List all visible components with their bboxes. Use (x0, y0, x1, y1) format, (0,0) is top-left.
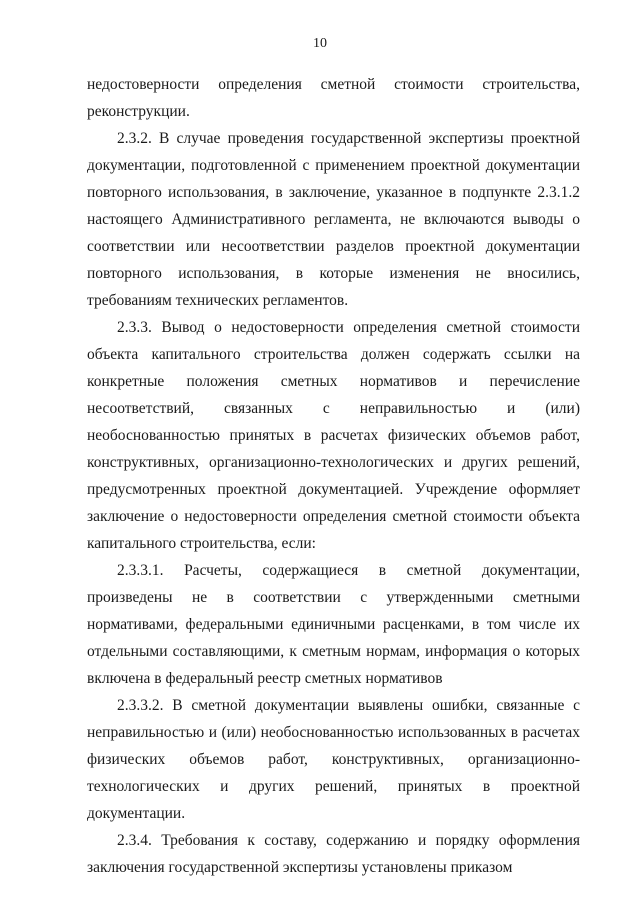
paragraph-2-3-4: 2.3.4. Требования к составу, содержанию и порядку оформления заключения государственной экспертизы установлены приказом (87, 832, 580, 876)
paragraph-2-3-3-1: 2.3.3.1. Расчеты, содержащиеся в сметной документации, произведены не в соответствии с утвержденными сметными нормативами, федеральными единичными расценками, в том числе их отдельными составляющими, к сметным нормам, информация о которых включена в федеральный реестр сметных нормативов (87, 562, 580, 687)
paragraph-continuation: недостоверности определения сметной стоимости строительства, реконструкции. (87, 76, 580, 120)
page-number: 10 (313, 36, 327, 51)
paragraph-2-3-3-2: 2.3.3.2. В сметной документации выявлены ошибки, связанные с неправильностью и (или) необоснованностью использованных в расчетах физических объемов работ, конструктивных, организационно-технологических и других решений, принятых в проектной документации. (87, 697, 580, 822)
paragraph-2-3-2: 2.3.2. В случае проведения государственной экспертизы проектной документации, подготовленной с применением проектной документации повторного использования, в заключение, указанное в подпункте 2.3.1.2 настоящего Административного регламента, не включаются выводы о соответствии или несоответствии разделов проектной документации повторного использования, в которые изменения не вносились, требованиям технических регламентов. (87, 130, 580, 309)
document-body (87, 71, 580, 881)
paragraph-2-3-3: 2.3.3. Вывод о недостоверности определения сметной стоимости объекта капитального строительства должен содержать ссылки на конкретные положения сметных нормативов и перечисление несоответствий, связанных с неправильностью и (или) необоснованностью принятых в расчетах физических объемов работ, конструктивных, организационно-технологических и других решений, предусмотренных проектной документацией. Учреждение оформляет заключение о недостоверности определения сметной стоимости объекта капитального строительства, если: (87, 319, 580, 552)
